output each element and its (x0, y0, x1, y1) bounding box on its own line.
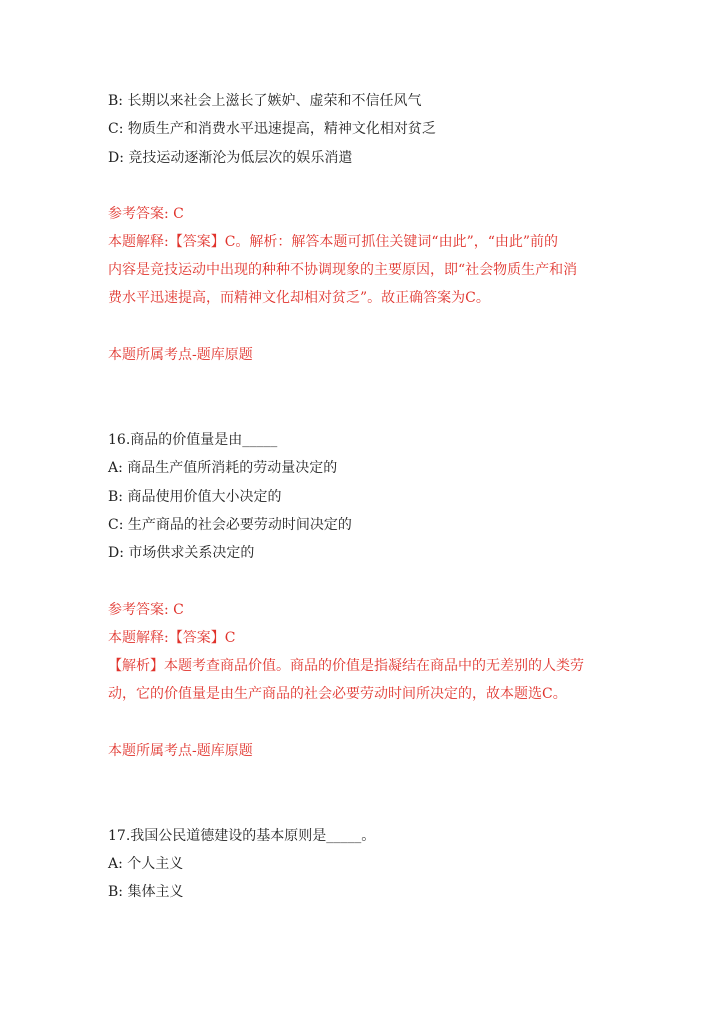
q15-explanation-line-1: 本题解释:【答案】C。解析：解答本题可抓住关键词“由此”，“由此”前的 (108, 234, 559, 250)
q16-source: 本题所属考点-题库原题 (108, 743, 253, 759)
q16-question: 16.商品的价值量是由_____ (108, 432, 278, 448)
q17-option-b: B: 集体主义 (108, 884, 184, 900)
q15-explanation-line-2: 内容是竞技运动中出现的种种不协调现象的主要原因，即“社会物质生产和消 (108, 262, 578, 278)
q16-option-a: A: 商品生产值所消耗的劳动量决定的 (108, 460, 338, 476)
q15-explanation-line-3: 费水平迅速提高，而精神文化却相对贫乏”。故正确答案为C。 (108, 290, 490, 306)
q16-option-d: D: 市场供求关系决定的 (108, 545, 255, 561)
q15-option-b: B: 长期以来社会上滋长了嫉妒、虚荣和不信任风气 (108, 93, 422, 109)
q16-explanation-line-1: 本题解释:【答案】C (108, 630, 236, 646)
q17-option-a: A: 个人主义 (108, 856, 184, 872)
q16-explanation-line-3: 动，它的价值量是由生产商品的社会必要劳动时间所决定的，故本题选C。 (108, 686, 567, 702)
q16-explanation-line-2: 【解析】本题考查商品价值。商品的价值是指凝结在商品中的无差别的人类劳 (108, 658, 584, 674)
q15-option-d: D: 竞技运动逐渐沦为低层次的娱乐消遣 (108, 150, 353, 166)
q16-answer: 参考答案: C (108, 602, 184, 618)
q17-question: 17.我国公民道德建设的基本原则是_____。 (108, 828, 376, 844)
q16-option-b: B: 商品使用价值大小决定的 (108, 489, 282, 505)
q15-answer: 参考答案: C (108, 206, 184, 222)
q15-option-c: C: 物质生产和消费水平迅速提高，精神文化相对贫乏 (108, 121, 436, 137)
q15-source: 本题所属考点-题库原题 (108, 347, 253, 363)
q16-option-c: C: 生产商品的社会必要劳动时间决定的 (108, 517, 352, 533)
